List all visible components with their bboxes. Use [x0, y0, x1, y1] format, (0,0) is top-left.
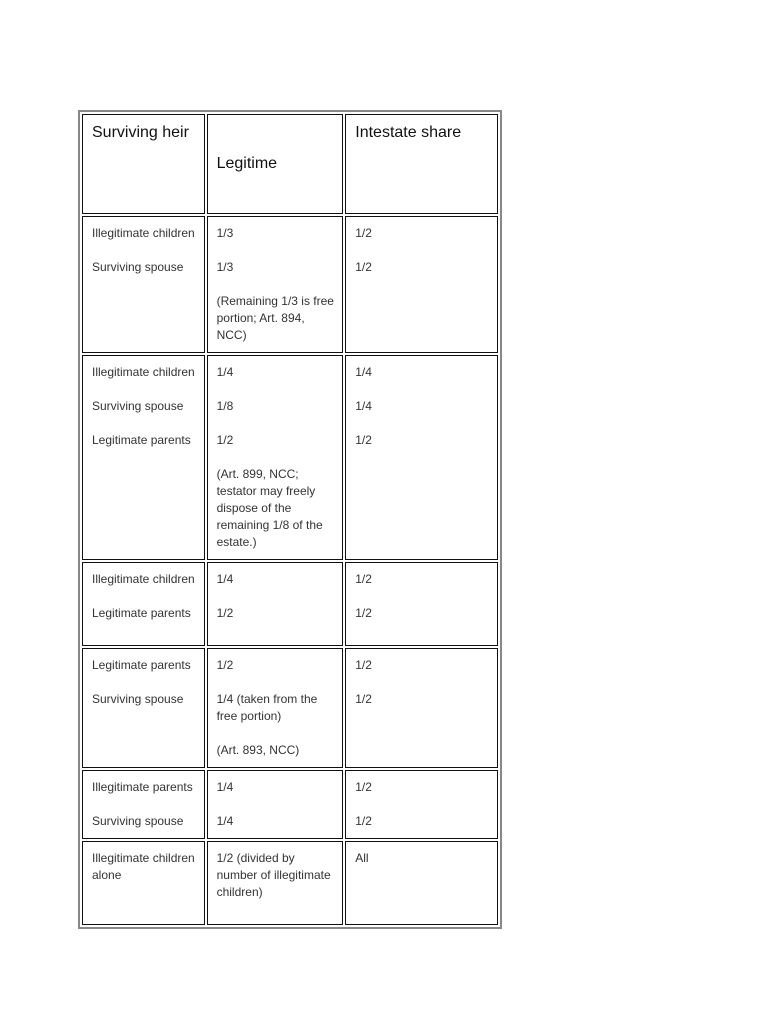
- table-row: [82, 355, 498, 560]
- header-legitime: Legitime: [207, 114, 344, 214]
- cell-heir: [82, 216, 205, 353]
- cell-line: 1/4: [216, 780, 234, 794]
- cell-line: 1/4: [355, 365, 372, 379]
- cell-line: All: [355, 851, 369, 865]
- cell-line: (Remaining 1/3 is free portion; Art. 894, NCC): [216, 294, 334, 342]
- cell-line: 1/2: [355, 433, 372, 447]
- cell-intestate: [345, 562, 498, 646]
- cell-line: 1/2: [355, 606, 372, 620]
- cell-line: Legitimate parents: [92, 606, 191, 620]
- table-row: [82, 562, 498, 646]
- cell-intestate: [345, 841, 498, 925]
- cell-line: 1/2: [355, 780, 372, 794]
- cell-legitime: [207, 841, 344, 925]
- cell-line: 1/2: [216, 433, 234, 447]
- cell-line: Legitimate parents: [92, 433, 191, 447]
- cell-line: Illegitimate children: [92, 226, 195, 240]
- cell-line: 1/3: [216, 226, 234, 240]
- inheritance-table: [80, 112, 500, 927]
- table-row: [82, 841, 498, 925]
- cell-legitime: [207, 770, 344, 839]
- cell-intestate: [345, 355, 498, 560]
- cell-line: 1/4: [355, 399, 372, 413]
- cell-line: 1/2: [355, 226, 372, 240]
- cell-line: Illegitimate children alone: [92, 851, 195, 882]
- table-row: [82, 648, 498, 768]
- cell-line: 1/2: [355, 814, 372, 828]
- cell-line: 1/2: [355, 658, 372, 672]
- cell-line: 1/2: [216, 606, 234, 620]
- cell-line: Legitimate parents: [92, 658, 191, 672]
- cell-line: Surviving spouse: [92, 260, 184, 274]
- cell-heir: [82, 770, 205, 839]
- cell-heir: [82, 648, 205, 768]
- cell-line: 1/2: [355, 692, 372, 706]
- cell-line: Surviving spouse: [92, 399, 184, 413]
- cell-line: Illegitimate children: [92, 365, 195, 379]
- table-header-row: [82, 114, 498, 214]
- cell-line: 1/4 (taken from the free portion): [216, 692, 318, 723]
- cell-line: 1/4: [216, 572, 234, 586]
- cell-heir: [82, 562, 205, 646]
- cell-heir: [82, 355, 205, 560]
- cell-intestate: [345, 216, 498, 353]
- cell-line: 1/2 (divided by number of illegitimate children): [216, 851, 331, 899]
- cell-intestate: [345, 770, 498, 839]
- cell-line: 1/2: [355, 572, 372, 586]
- cell-line: Surviving spouse: [92, 692, 184, 706]
- header-intestate-share: Intestate share: [345, 114, 498, 214]
- cell-line: 1/4: [216, 365, 234, 379]
- table-row: [82, 770, 498, 839]
- cell-line: Illegitimate parents: [92, 780, 193, 794]
- cell-legitime: [207, 216, 344, 353]
- cell-legitime: [207, 355, 344, 560]
- cell-intestate: [345, 648, 498, 768]
- cell-heir: [82, 841, 205, 925]
- cell-legitime: [207, 562, 344, 646]
- cell-line: 1/2: [355, 260, 372, 274]
- header-surviving-heir: Surviving heir: [82, 114, 205, 214]
- cell-line: 1/8: [216, 399, 234, 413]
- cell-line: Surviving spouse: [92, 814, 184, 828]
- table-row: [82, 216, 498, 353]
- cell-line: (Art. 893, NCC): [216, 743, 300, 757]
- cell-line: (Art. 899, NCC; testator may freely dispose of the remaining 1/8 of the estate.): [216, 467, 323, 549]
- cell-line: 1/2: [216, 658, 234, 672]
- cell-line: 1/4: [216, 814, 234, 828]
- cell-line: Illegitimate children: [92, 572, 195, 586]
- inheritance-table-frame: [78, 110, 502, 929]
- cell-legitime: [207, 648, 344, 768]
- cell-line: 1/3: [216, 260, 234, 274]
